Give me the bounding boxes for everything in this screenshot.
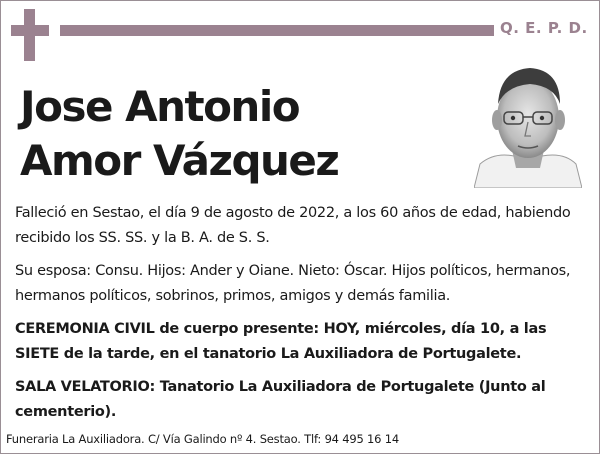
name-line-1: Jose Antonio	[20, 82, 300, 131]
name-line-2: Amor Vázquez	[20, 136, 339, 185]
qepd-tag: Q. E. P. D.	[500, 19, 588, 37]
header-bar	[60, 25, 494, 36]
wake-room-info: SALA VELATORIO: Tanatorio La Auxiliadora de Portugalete (Junto al cementerio).	[15, 379, 546, 420]
portrait-photo	[474, 60, 582, 188]
obituary-body	[15, 201, 585, 433]
family-list: Su esposa: Consu. Hijos: Ander y Oiane. Nieto: Óscar. Hijos políticos, hermanos, hermanos políticos, sobrinos, primos, amigos y demás familia.	[15, 263, 571, 304]
death-notice: Falleció en Sestao, el día 9 de agosto de 2022, a los 60 años de edad, habiendo recibido los SS. SS. y la B. A. de S. S.	[15, 205, 571, 246]
ceremony-info: CEREMONIA CIVIL de cuerpo presente: HOY, miércoles, día 10, a las SIETE de la tarde, en el tanatorio La Auxiliadora de Portugalete.	[15, 321, 547, 362]
funeral-home-footer: Funeraria La Auxiliadora. C/ Vía Galindo nº 4. Sestao. Tlf: 94 495 16 14	[6, 432, 399, 446]
deceased-name	[20, 80, 338, 188]
